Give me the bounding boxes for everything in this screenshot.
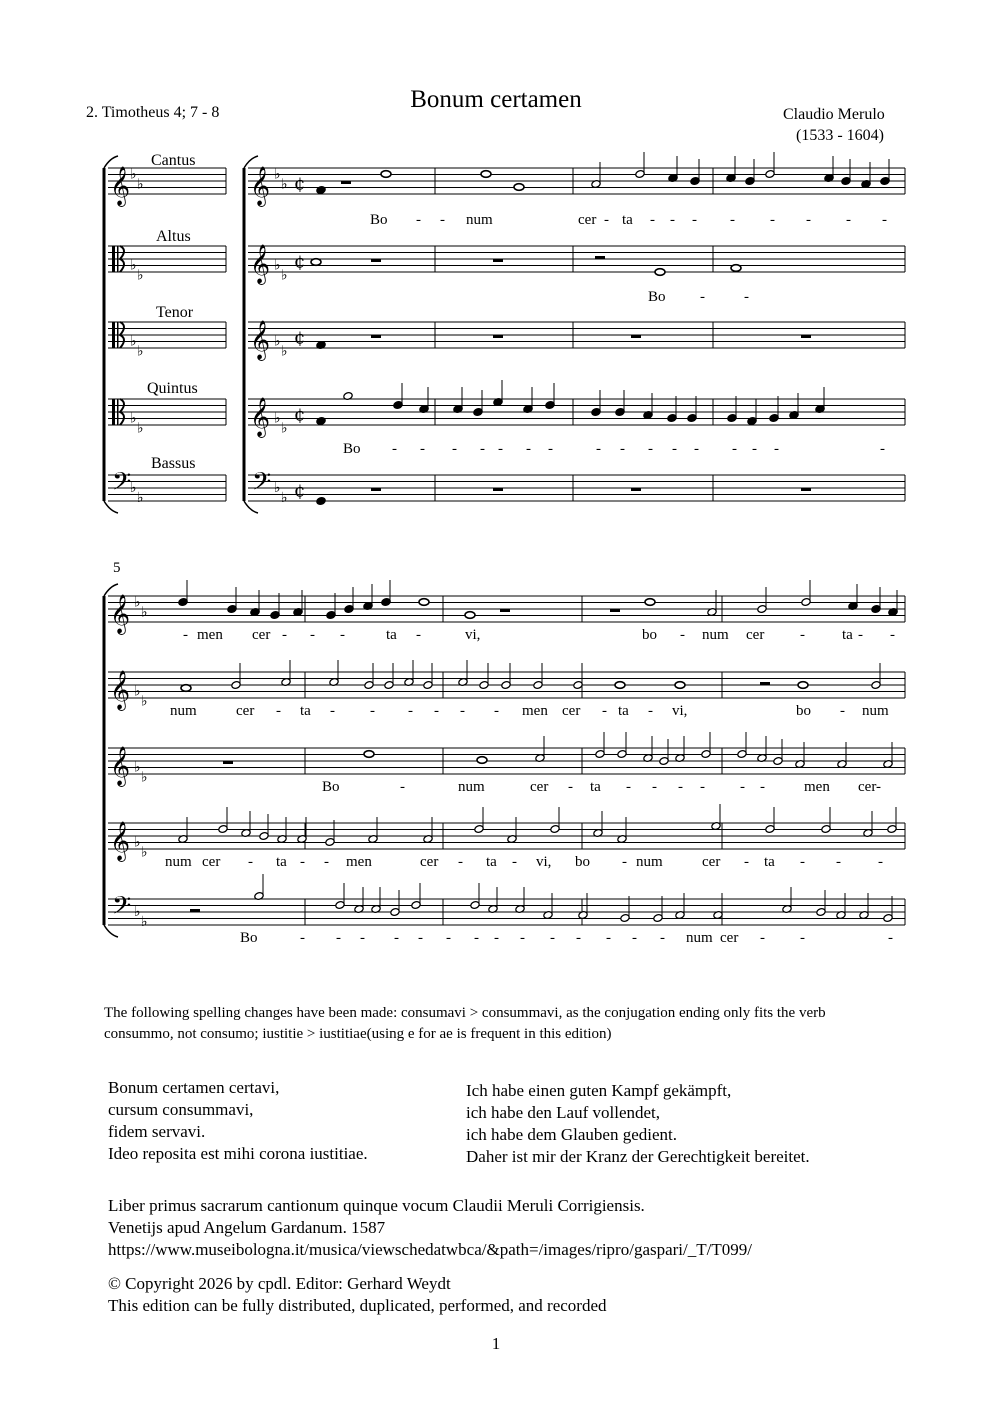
- lyric-syllable-quintus: -: [480, 441, 485, 457]
- whole-note: [465, 612, 475, 619]
- lyric-syllable-altus: -: [434, 703, 439, 719]
- lyric-syllable-cantus: -: [650, 212, 655, 228]
- lyric-syllable-cantus: -: [604, 212, 609, 228]
- page-number: 1: [491, 1334, 501, 1353]
- flat-sign: ♭: [281, 176, 288, 193]
- composer-name: Claudio Merulo: [783, 106, 885, 123]
- lyric-syllable-altus: num: [170, 703, 197, 719]
- lyric-syllable-cantus: -: [846, 212, 851, 228]
- flat-sign: ♭: [141, 693, 148, 710]
- whole-note: [675, 682, 685, 689]
- rest: [341, 181, 351, 184]
- source-line: Liber primus sacrarum cantionum quinque vocum Claudii Meruli Corrigiensis.: [108, 1196, 645, 1215]
- lyric-syllable-quintus: -: [512, 854, 517, 870]
- flat-sign: ♭: [141, 604, 148, 621]
- lyric-syllable-bassus: -: [418, 930, 423, 946]
- lyric-syllable-tenor: cer-: [858, 779, 882, 795]
- lyric-syllable-altus: -: [276, 703, 281, 719]
- german-text: [466, 1080, 810, 1168]
- flat-sign: ♭: [130, 410, 137, 427]
- composer-dates: (1533 - 1604): [796, 127, 884, 144]
- lyric-syllable-tenor: cer: [530, 779, 549, 795]
- time-signature: ¢: [294, 480, 306, 502]
- latin-line: fidem servavi.: [108, 1122, 206, 1141]
- flat-sign: ♭: [141, 844, 148, 861]
- rest: [801, 488, 811, 491]
- lyric-syllable-altus: -: [602, 703, 607, 719]
- lyric-syllable-tenor: -: [740, 779, 745, 795]
- lyric-syllable-cantus: num: [466, 212, 493, 228]
- lyric-syllable-altus: bo: [796, 703, 811, 719]
- lyric-syllable-bassus: -: [360, 930, 365, 946]
- lyric-syllable-bassus: -: [888, 930, 893, 946]
- lyric-syllable-tenor: men: [804, 779, 830, 795]
- lyric-syllable-cantus: -: [692, 212, 697, 228]
- lyric-syllable-altus: cer: [236, 703, 255, 719]
- flat-sign: ♭: [137, 267, 144, 284]
- lyric-syllable-altus: num: [862, 703, 889, 719]
- lyric-syllable-tenor: -: [652, 779, 657, 795]
- voice-label-quintus: Quintus: [147, 380, 198, 397]
- lyric-syllable-quintus: -: [694, 441, 699, 457]
- flat-sign: ♭: [274, 257, 281, 274]
- lyric-syllable-bassus: -: [474, 930, 479, 946]
- note-head: [316, 417, 326, 426]
- lyric-syllable-bassus: Bo: [240, 930, 258, 946]
- lyric-syllable-cantus: -: [680, 627, 685, 643]
- measure-number: 5: [113, 560, 121, 576]
- lyric-syllable-altus: -: [330, 703, 335, 719]
- c-clef: [117, 246, 119, 272]
- lyric-syllable-cantus: -: [770, 212, 775, 228]
- whole-note: [615, 682, 625, 689]
- flat-sign: ♭: [130, 257, 137, 274]
- treble-clef: 𝄞: [250, 320, 271, 360]
- flat-sign: ♭: [141, 769, 148, 786]
- flat-sign: ♭: [281, 489, 288, 506]
- time-signature: ¢: [294, 404, 306, 426]
- flat-sign: ♭: [137, 343, 144, 360]
- lyric-syllable-altus: -: [744, 289, 749, 305]
- treble-clef: 𝄞: [110, 746, 131, 786]
- whole-note: [798, 682, 808, 689]
- treble-clef: 𝄞: [110, 166, 131, 206]
- lyric-syllable-bassus: -: [550, 930, 555, 946]
- rest: [500, 609, 510, 612]
- lyric-syllable-cantus: -: [670, 212, 675, 228]
- flat-sign: ♭: [134, 759, 141, 776]
- flat-sign: ♭: [274, 333, 281, 350]
- lyric-syllable-altus: -: [408, 703, 413, 719]
- voice-label-altus: Altus: [156, 228, 191, 245]
- lyric-syllable-altus: cer: [562, 703, 581, 719]
- lyric-syllable-cantus: bo: [642, 627, 657, 643]
- lyric-syllable-cantus: -: [800, 627, 805, 643]
- lyric-syllable-cantus: num: [702, 627, 729, 643]
- lyric-syllable-cantus: -: [416, 212, 421, 228]
- lyric-syllable-quintus: -: [732, 441, 737, 457]
- rest: [493, 259, 503, 262]
- rest: [493, 335, 503, 338]
- lyric-syllable-cantus: Bo: [370, 212, 388, 228]
- voice-label-tenor: Tenor: [156, 304, 194, 321]
- lyric-syllable-quintus: cer: [202, 854, 221, 870]
- lyric-syllable-cantus: -: [858, 627, 863, 643]
- flat-sign: ♭: [134, 594, 141, 611]
- lyric-syllable-quintus: -: [452, 441, 457, 457]
- latin-line: Bonum certamen certavi,: [108, 1078, 280, 1097]
- editorial-note: The following spelling changes have been made: consumavi > consummavi, as the conjugation ending only fits the verb consummo, not consumo; iustitie > iustitiae(using e for ae is frequent in this edition): [104, 1005, 826, 1042]
- latin-text: [108, 1077, 368, 1165]
- lyric-syllable-cantus: -: [882, 212, 887, 228]
- lyric-syllable-bassus: -: [800, 930, 805, 946]
- german-line: Daher ist mir der Kranz der Gerechtigkeit bereitet.: [466, 1147, 810, 1166]
- whole-note: [181, 685, 191, 692]
- flat-sign: ♭: [130, 333, 137, 350]
- bass-clef: 𝄢: [252, 467, 272, 503]
- rest: [760, 682, 770, 685]
- flat-sign: ♭: [274, 410, 281, 427]
- rest: [801, 335, 811, 338]
- lyric-syllable-altus: vi,: [672, 703, 688, 719]
- rest: [493, 488, 503, 491]
- copyright: [108, 1273, 607, 1317]
- lyric-syllable-quintus: ta: [486, 854, 497, 870]
- source-info: [108, 1195, 752, 1261]
- lyric-syllable-quintus: num: [165, 854, 192, 870]
- whole-note: [514, 184, 524, 191]
- lyric-syllable-quintus: ta: [764, 854, 775, 870]
- lyric-syllable-altus: Bo: [648, 289, 666, 305]
- flat-sign: ♭: [141, 913, 148, 930]
- lyric-syllable-quintus: cer: [420, 854, 439, 870]
- whole-note: [645, 599, 655, 606]
- lyric-syllable-altus: ta: [618, 703, 629, 719]
- german-line: ich habe dem Glauben gedient.: [466, 1125, 678, 1144]
- lyric-syllable-bassus: cer: [720, 930, 739, 946]
- lyric-syllable-cantus: -: [310, 627, 315, 643]
- lyric-syllable-quintus: -: [300, 854, 305, 870]
- rest: [631, 488, 641, 491]
- rest: [595, 256, 605, 259]
- lyric-syllable-quintus: -: [420, 441, 425, 457]
- lyric-syllable-tenor: -: [700, 779, 705, 795]
- bass-clef: 𝄢: [112, 891, 132, 927]
- whole-note: [655, 269, 665, 276]
- lyric-syllable-cantus: ta: [386, 627, 397, 643]
- page-title: Bonum certamen: [410, 86, 582, 113]
- whole-note: [419, 599, 429, 606]
- source-url: https://www.museibologna.it/musica/viewschedatwbca/&path=/images/ripro/gaspari/_T/T099/: [108, 1240, 752, 1259]
- lyric-syllable-cantus: -: [183, 627, 188, 643]
- lyric-syllable-bassus: -: [760, 930, 765, 946]
- lyric-syllable-quintus: cer: [702, 854, 721, 870]
- rest: [610, 609, 620, 612]
- scripture-reference: 2. Timotheus 4; 7 - 8: [86, 104, 220, 121]
- lyric-syllable-quintus: -: [648, 441, 653, 457]
- lyric-syllable-altus: -: [370, 703, 375, 719]
- c-clef: [112, 399, 115, 425]
- lyric-syllable-tenor: ta: [590, 779, 601, 795]
- lyric-syllable-quintus: -: [622, 854, 627, 870]
- lyric-syllable-bassus: num: [686, 930, 713, 946]
- whole-note: [481, 171, 491, 178]
- german-line: ich habe den Lauf vollendet,: [466, 1103, 661, 1122]
- lyric-syllable-altus: men: [522, 703, 548, 719]
- lyric-syllable-altus: ta: [300, 703, 311, 719]
- treble-clef: 𝄞: [250, 397, 271, 437]
- c-clef: [117, 399, 119, 425]
- lyric-syllable-quintus: men: [346, 854, 372, 870]
- lyric-syllable-bassus: -: [494, 930, 499, 946]
- lyric-syllable-altus: -: [840, 703, 845, 719]
- lyric-syllable-cantus: cer: [252, 627, 271, 643]
- lyric-syllable-bassus: -: [660, 930, 665, 946]
- flat-sign: ♭: [134, 834, 141, 851]
- latin-line: cursum consummavi,: [108, 1100, 254, 1119]
- lyric-syllable-cantus: -: [730, 212, 735, 228]
- lyric-syllable-quintus: -: [548, 441, 553, 457]
- flat-sign: ♭: [130, 480, 137, 496]
- voice-label-cantus: Cantus: [151, 152, 196, 169]
- flat-sign: ♭: [281, 343, 288, 360]
- lyric-syllable-quintus: -: [672, 441, 677, 457]
- treble-clef: 𝄞: [110, 821, 131, 861]
- treble-clef: 𝄞: [110, 670, 131, 710]
- flat-sign: ♭: [130, 166, 137, 183]
- lyric-syllable-quintus: -: [800, 854, 805, 870]
- lyric-syllable-quintus: -: [458, 854, 463, 870]
- lyric-syllable-tenor: Bo: [322, 779, 340, 795]
- lyric-syllable-quintus: -: [836, 854, 841, 870]
- note-head: [316, 186, 326, 195]
- lyric-syllable-tenor: -: [400, 779, 405, 795]
- flat-sign: ♭: [274, 166, 281, 183]
- lyric-syllable-quintus: -: [880, 441, 885, 457]
- rest: [371, 488, 381, 491]
- time-signature: ¢: [294, 327, 306, 349]
- lyric-syllable-quintus: -: [526, 441, 531, 457]
- lyric-syllable-cantus: ta: [622, 212, 633, 228]
- whole-note: [311, 259, 321, 266]
- lyric-syllable-quintus: vi,: [536, 854, 552, 870]
- flat-sign: ♭: [134, 683, 141, 700]
- source-line: Venetijs apud Angelum Gardanum. 1587: [108, 1218, 386, 1237]
- lyric-syllable-quintus: -: [498, 441, 503, 457]
- flat-sign: ♭: [137, 176, 144, 193]
- german-line: Ich habe einen guten Kampf gekämpft,: [466, 1081, 732, 1100]
- c-clef: [112, 246, 115, 272]
- lyric-syllable-bassus: -: [446, 930, 451, 946]
- lyric-syllable-cantus: vi,: [465, 627, 481, 643]
- lyric-syllable-quintus: ta: [276, 854, 287, 870]
- note-head: [316, 497, 326, 506]
- rest: [371, 335, 381, 338]
- lyric-syllable-cantus: cer: [746, 627, 765, 643]
- flat-sign: ♭: [137, 420, 144, 437]
- lyric-syllable-cantus: -: [340, 627, 345, 643]
- whole-note: [381, 171, 391, 178]
- lyric-syllable-quintus: -: [248, 854, 253, 870]
- lyric-syllable-altus: -: [494, 703, 499, 719]
- lyric-syllable-quintus: -: [744, 854, 749, 870]
- bass-clef: 𝄢: [112, 467, 132, 503]
- lyric-syllable-bassus: -: [394, 930, 399, 946]
- lyric-syllable-quintus: -: [774, 441, 779, 457]
- flat-sign: ♭: [274, 480, 281, 496]
- c-clef: [112, 322, 115, 348]
- treble-clef: 𝄞: [250, 166, 271, 206]
- lyric-syllable-cantus: men: [197, 627, 223, 643]
- rest: [371, 259, 381, 262]
- lyric-syllable-cantus: ta: [842, 627, 853, 643]
- lyric-syllable-altus: -: [460, 703, 465, 719]
- lyric-syllable-bassus: -: [336, 930, 341, 946]
- lyric-syllable-cantus: -: [890, 627, 895, 643]
- rest: [631, 335, 641, 338]
- lyric-syllable-bassus: -: [606, 930, 611, 946]
- lyric-syllable-tenor: num: [458, 779, 485, 795]
- lyric-syllable-cantus: -: [806, 212, 811, 228]
- lyric-syllable-quintus: -: [324, 854, 329, 870]
- latin-line: Ideo reposita est mihi corona iustitiae.: [108, 1144, 368, 1163]
- lyric-syllable-quintus: Bo: [343, 441, 361, 457]
- time-signature: ¢: [294, 173, 306, 195]
- license-line: This edition can be fully distributed, duplicated, performed, and recorded: [108, 1296, 607, 1315]
- whole-note: [364, 751, 374, 758]
- lyric-syllable-bassus: -: [632, 930, 637, 946]
- whole-note: [731, 265, 741, 272]
- rest: [190, 909, 200, 912]
- voice-label-bassus: Bassus: [151, 455, 196, 472]
- lyric-syllable-cantus: -: [440, 212, 445, 228]
- rest: [223, 761, 233, 764]
- flat-sign: ♭: [137, 489, 144, 506]
- whole-note: [477, 757, 487, 764]
- lyric-syllable-cantus: cer: [578, 212, 597, 228]
- lyric-syllable-tenor: -: [678, 779, 683, 795]
- lyric-syllable-quintus: num: [636, 854, 663, 870]
- lyric-syllable-bassus: -: [300, 930, 305, 946]
- lyric-syllable-tenor: -: [626, 779, 631, 795]
- treble-clef: 𝄞: [250, 244, 271, 284]
- flat-sign: ♭: [281, 420, 288, 437]
- lyric-syllable-quintus: -: [392, 441, 397, 457]
- c-clef: [117, 322, 119, 348]
- lyric-syllable-quintus: -: [620, 441, 625, 457]
- copyright-line: © Copyright 2026 by cpdl. Editor: Gerhard Weydt: [108, 1274, 451, 1293]
- lyric-syllable-quintus: -: [878, 854, 883, 870]
- lyric-syllable-quintus: bo: [575, 854, 590, 870]
- time-signature: ¢: [294, 251, 306, 273]
- lyric-syllable-quintus: -: [596, 441, 601, 457]
- lyric-syllable-bassus: -: [520, 930, 525, 946]
- lyric-syllable-cantus: -: [282, 627, 287, 643]
- flat-sign: ♭: [281, 267, 288, 284]
- lyric-syllable-cantus: -: [416, 627, 421, 643]
- lyric-syllable-tenor: -: [568, 779, 573, 795]
- lyric-syllable-altus: -: [648, 703, 653, 719]
- flat-sign: ♭: [134, 904, 141, 920]
- treble-clef: 𝄞: [110, 594, 131, 634]
- lyric-syllable-altus: -: [700, 289, 705, 305]
- lyric-syllable-quintus: -: [752, 441, 757, 457]
- lyric-syllable-bassus: -: [576, 930, 581, 946]
- lyric-syllable-tenor: -: [760, 779, 765, 795]
